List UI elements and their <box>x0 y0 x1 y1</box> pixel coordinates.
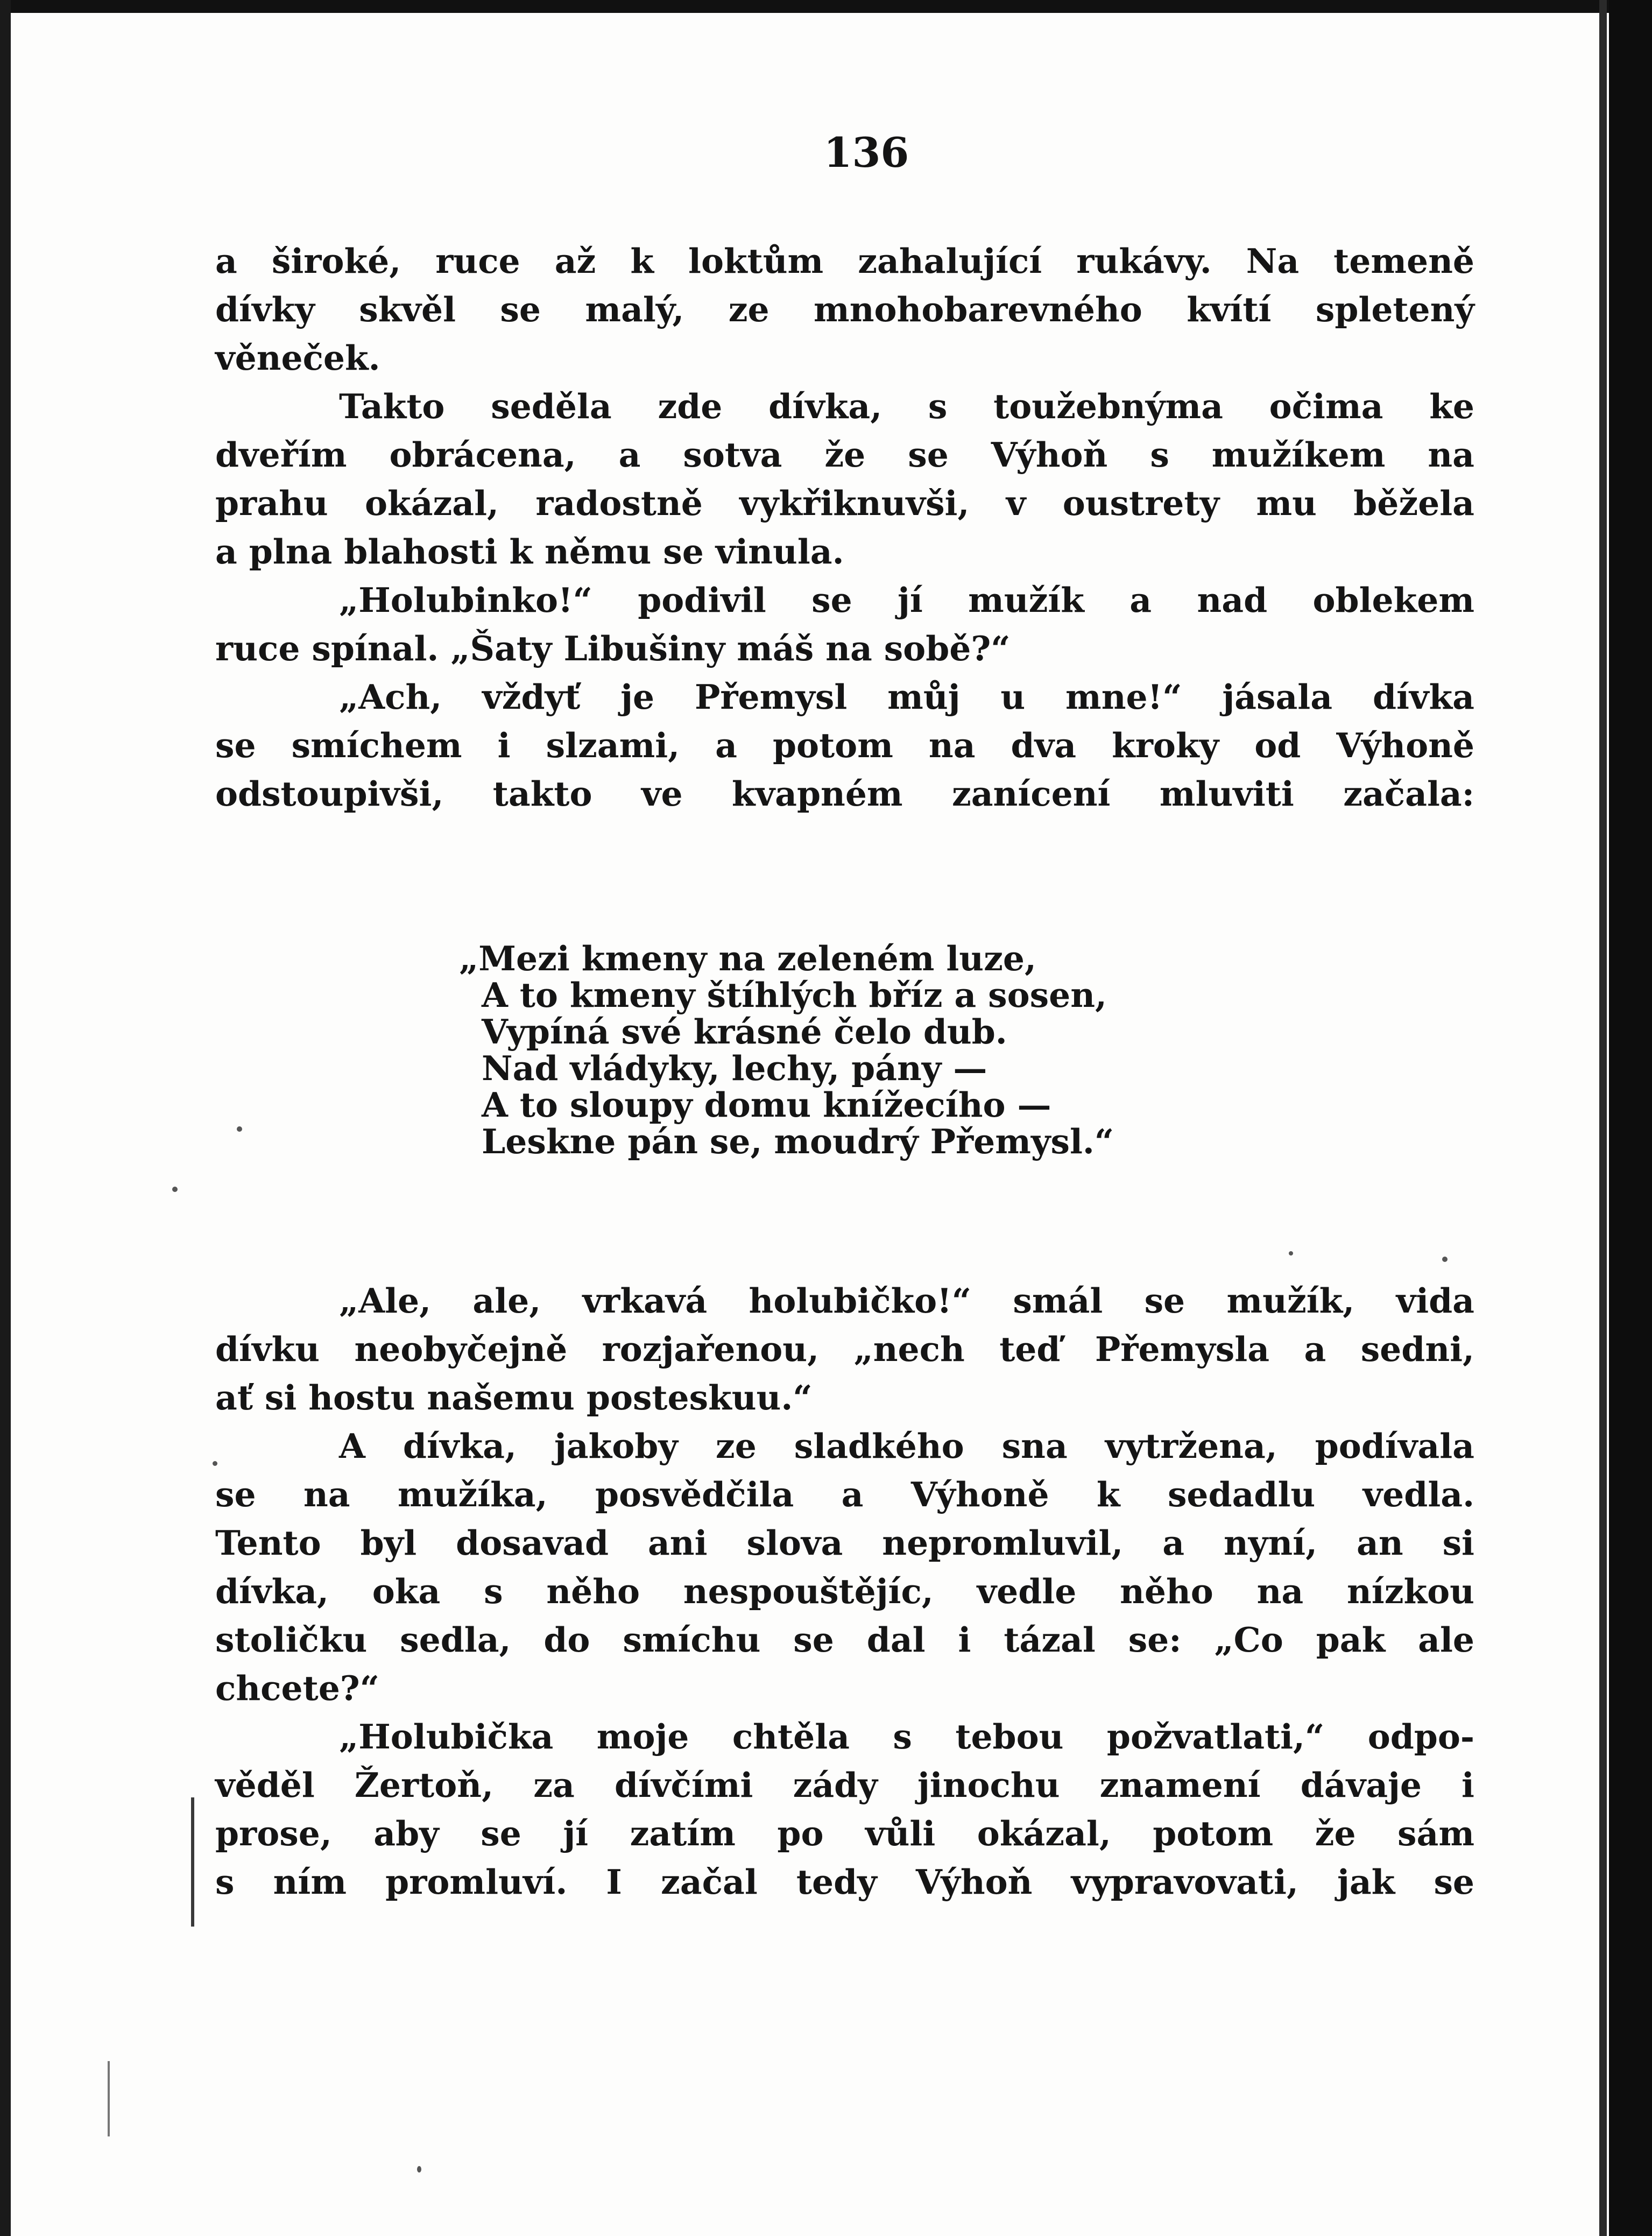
verse-line: A to sloupy domu knížecího — <box>482 1085 1051 1125</box>
scan-speck <box>237 1126 242 1132</box>
page-number: 136 <box>823 129 909 177</box>
scan-speck <box>172 1187 178 1192</box>
verse-line: Nad vládyky, lechy, pány — <box>482 1048 987 1088</box>
text-line: dívky skvěl se malý, ze mnohobarevného kvítí spletený <box>215 290 1474 329</box>
text-line: stoličku sedla, do smíchu se dal i tázal se: „Co pak ale <box>215 1620 1474 1660</box>
text-line: „Holubička moje chtěla s tebou požvatlati,“ odpo- <box>339 1717 1474 1757</box>
scan-speck <box>1289 1251 1293 1255</box>
verse-line: „Mezi kmeny na zeleném luze, <box>459 939 1036 978</box>
text-line: se na mužíka, posvědčila a Výhoně k sedadlu vedla. <box>215 1475 1474 1514</box>
text-line: Takto seděla zde dívka, s toužebnýma očima ke <box>339 386 1474 426</box>
text-line: věneček. <box>215 338 380 378</box>
verse-line: Leskne pán se, moudrý Přemysl.“ <box>482 1121 1114 1161</box>
text-line: a plna blahosti k němu se vinula. <box>215 532 844 572</box>
text-line: chcete?“ <box>215 1668 379 1708</box>
scan-border-left <box>0 0 11 2236</box>
text-line: dívka, oka s něho nespouštějíc, vedle něho na nízkou <box>215 1571 1474 1611</box>
left-margin-mark <box>108 2061 110 2136</box>
text-line: ať si hostu našemu posteskuu.“ <box>215 1378 813 1417</box>
text-line: A dívka, jakoby ze sladkého sna vytržena, podívala <box>339 1426 1474 1466</box>
prose-block-top <box>215 237 1474 818</box>
scan-speck <box>417 2166 421 2172</box>
text-line: s ním promluví. I začal tedy Výhoň vypravovati, jak se <box>215 1862 1474 1902</box>
verse-line: Vypíná své krásné čelo dub. <box>482 1012 1007 1052</box>
text-line: „Ach, vždyť je Přemysl můj u mne!“ jásala dívka <box>339 677 1474 717</box>
text-line: prose, aby se jí zatím po vůli okázal, potom že sám <box>215 1814 1474 1853</box>
text-line: „Ale, ale, vrkavá holubičko!“ smál se mužík, vida <box>339 1281 1474 1321</box>
text-line: odstoupivši, takto ve kvapném zanícení mluviti začala: <box>215 774 1474 814</box>
prose-block-bottom <box>215 1276 1474 1906</box>
verse-block <box>459 939 1289 1161</box>
text-line: Tento byl dosavad ani slova nepromluvil, a nyní, an si <box>215 1523 1474 1563</box>
left-margin-mark <box>191 1797 194 1927</box>
scan-border-right <box>1609 0 1652 2236</box>
text-line: dveřím obrácena, a sotva že se Výhoň s mužíkem na <box>215 435 1474 475</box>
text-line: a široké, ruce až k loktům zahalující rukávy. Na temeně <box>215 241 1474 281</box>
verse-line: A to kmeny štíhlých bříz a sosen, <box>482 975 1107 1015</box>
text-line: ruce spínal. „Šaty Libušiny máš na sobě?“ <box>215 629 1011 668</box>
text-line: „Holubinko!“ podivil se jí mužík a nad oblekem <box>339 580 1474 620</box>
scan-speck <box>213 1461 217 1466</box>
text-line: prahu okázal, radostně vykřiknuvši, v oustrety mu běžela <box>215 483 1474 523</box>
text-line: se smíchem i slzami, a potom na dva kroky od Výhoně <box>215 725 1474 765</box>
text-line: dívku neobyčejně rozjařenou, „nech teď Přemysla a sedni, <box>215 1329 1474 1369</box>
scan-speck <box>1442 1257 1448 1262</box>
text-line: věděl Žertoň, za dívčími zády jinochu znamení dávaje i <box>215 1765 1474 1805</box>
scan-border-top <box>0 0 1652 13</box>
scan-border-right-inner <box>1599 0 1607 2236</box>
